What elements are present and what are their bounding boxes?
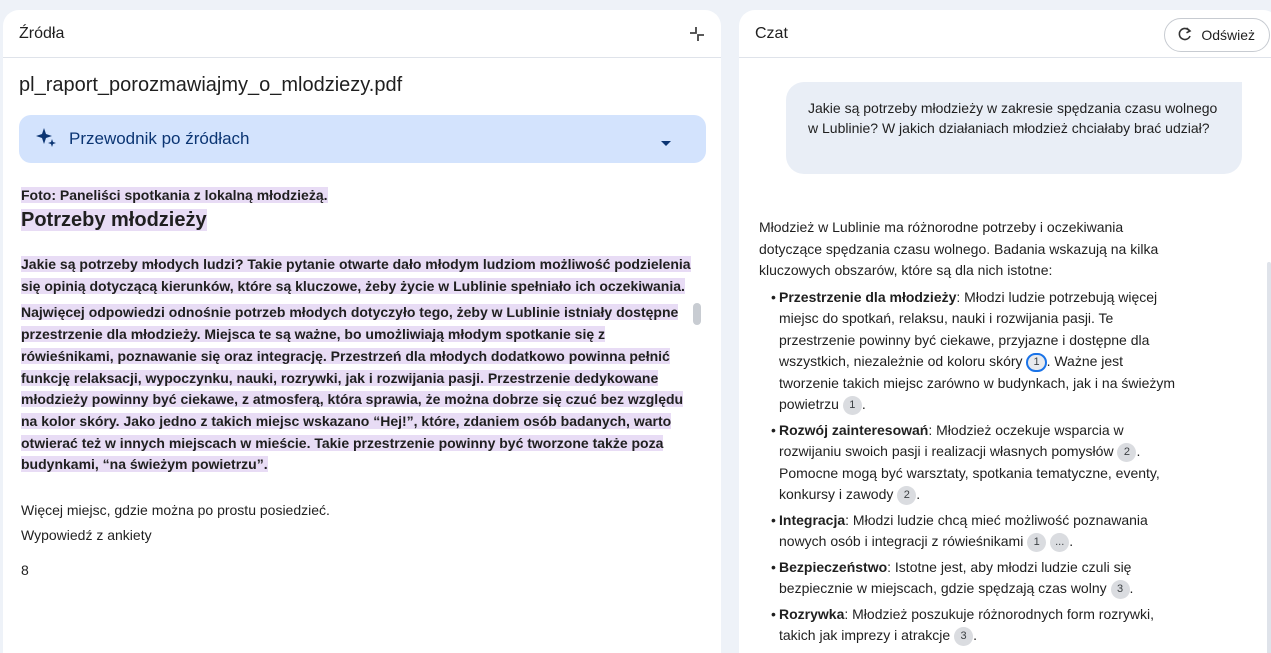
refresh-icon [1177,26,1193,45]
item-text: . [1069,533,1074,549]
section-heading: Potrzeby młodzieży [21,209,207,231]
item-term: Integracja [779,511,846,528]
list-item [759,510,1179,553]
item-text: : Młodzież oczekuje wsparcia w rozwijaniu swoich pasji i realizacji własnych pomysłów [779,421,1124,459]
item-text: . [861,396,866,412]
citation-chip[interactable]: 1 [1027,533,1046,552]
item-term: Przestrzenie dla młodzieży [779,288,957,305]
item-text: . Pomocne mogą być warsztaty, spotkania tematyczne, eventy, konkursy i zawody [779,443,1160,502]
sources-panel [3,10,721,653]
item-term: Rozrywka [779,605,845,622]
item-text: : Młodzi ludzie chcą mieć możliwość poznawania nowych osób i integracji z rówieśnikami [779,511,1148,549]
chat-panel [739,10,1271,653]
chat-title: Czat [755,24,788,42]
document-content [21,185,691,578]
list-item [759,557,1179,600]
paragraph-2: Najwięcej odpowiedzi odnośnie potrzeb młodych dotyczyło tego, żeby w Lublinie istniały dostępne przestrzenie dla młodzieży. Miejsca te są ważne, bo umożliwiają młodym spotkanie się z rówieśnikami, poznawanie się oraz integrację. Przestrzeń dla młodych dodatkowo powinna pełnić funkcję relaksacji, wypoczynku, nauki, rozrywki, jak i rozwijania pasji. Przestrzenie dedykowane młodzieży powinny być ciekawe, z atmosferą, która sprawia, że można dobrze się czuć bez względu na kolor skóry. Jako jedno z takich miejsc wskazano “Hej!”, które, zdaniem osób badanych, warto otwierać też w innych miejscach w mieście. Takie przestrzenie powinny być tworzone także poza budynkami, “na świeżym powietrzu”. [21,304,684,473]
response-list [759,287,1179,647]
citation-chip[interactable]: 1 [843,396,862,415]
citation-more-chip[interactable]: ... [1050,533,1069,552]
refresh-button[interactable] [1164,18,1270,52]
item-term: Rozwój zainteresowań [779,421,929,438]
list-item [759,604,1179,647]
citation-chip[interactable]: 3 [1111,580,1130,599]
item-text: : Młodzież poszukuje różnorodnych form rozrywki, takich jak imprezy i atrakcje [779,605,1155,643]
quote-source: Wypowiedź z ankiety [21,527,152,544]
list-item [759,287,1179,416]
sparkle-icon [35,126,57,153]
source-guide-toggle[interactable] [19,115,706,163]
item-text: . Ważne jest tworzenie takich miejsc zarówno w budynkach, jak i na świeżym powietrzu [779,353,1176,412]
source-guide-label: Przewodnik po źródłach [69,129,250,148]
document-filename: pl_raport_porozmawiajmy_o_mlodziezy.pdf [19,74,403,96]
citation-chip[interactable]: 3 [954,627,973,646]
citation-chip[interactable]: 2 [897,486,916,505]
citation-chip[interactable]: 1 [1026,353,1046,372]
response-intro: Młodzież w Lublinie ma różnorodne potrzeby i oczekiwania dotyczące spędzania czasu wolnego. Badania wskazują na kilka kluczowych obszarów, które są dla nich istotne: [759,219,1159,278]
photo-caption: Foto: Paneliści spotkania z lokalną młodzieżą. [21,187,328,203]
assistant-response [759,217,1179,651]
sources-title: Źródła [19,24,65,42]
item-text: . [916,486,921,502]
user-message: Jakie są potrzeby młodzieży w zakresie spędzania czasu wolnego w Lublinie? W jakich działaniach młodzież chciałaby brać udział? [786,82,1242,174]
sources-header [3,10,721,58]
survey-quote: Więcej miejsc, gdzie można po prostu posiedzieć. [21,502,330,519]
refresh-label: Odśwież [1201,27,1255,43]
paragraph-1: Jakie są potrzeby młodych ludzi? Takie pytanie otwarte dało młodym ludziom możliwość podzielenia się opinią dotyczącą kierunków, które są kluczowe, żeby życie w Lublinie spełniało ich oczekiwania. [21,256,691,294]
chat-header [739,10,1271,58]
item-text: : Istotne jest, aby młodzi ludzie czuli się bezpiecznie w miejscach, gdzie spędzają czas wolny [779,558,1132,596]
item-text: : Młodzi ludzie potrzebują więcej miejsc do spotkań, relaksu, nauki i rozwijania pasji. Te przestrzenie powinny być ciekawe, przyjazne i dostępne dla wszystkich, niezależnie od koloru skóry [779,288,1158,369]
item-text: . [1129,580,1134,596]
document-scrollbar[interactable] [693,303,701,325]
list-item [759,420,1179,506]
item-text: . [973,627,977,643]
page-number: 8 [21,562,29,579]
item-term: Bezpieczeństwo [779,558,888,575]
chevron-down-icon [660,135,672,153]
citation-chip[interactable]: 2 [1117,443,1136,462]
collapse-icon[interactable] [687,24,707,44]
chat-scrollbar[interactable] [1267,262,1271,653]
